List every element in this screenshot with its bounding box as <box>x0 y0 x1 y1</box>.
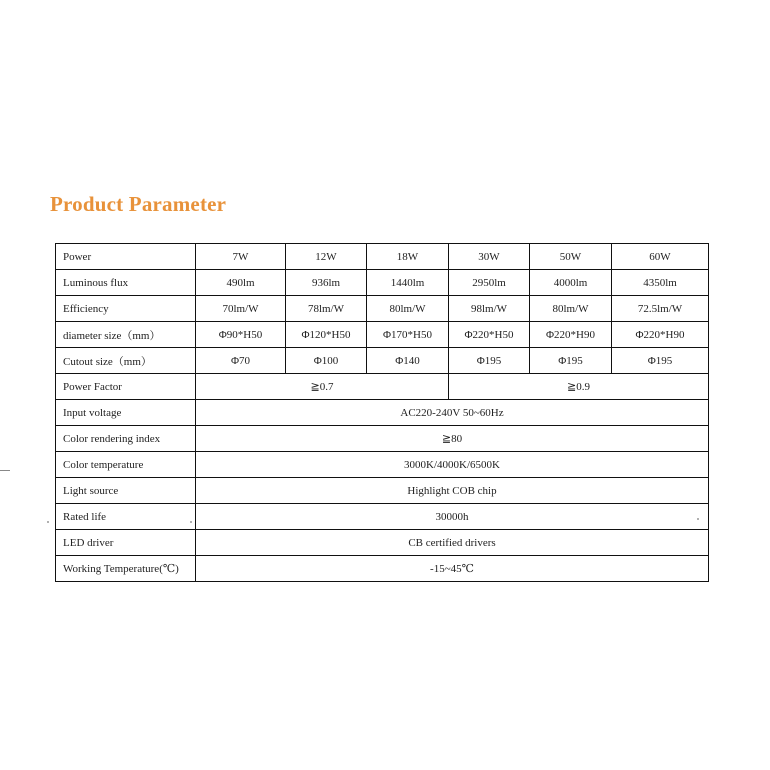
value-cell: Φ140 <box>367 348 449 374</box>
table-row <box>56 296 709 322</box>
value-cell: 78lm/W <box>286 296 367 322</box>
value-cell: 80lm/W <box>367 296 449 322</box>
row-label: Efficiency <box>56 296 196 322</box>
value-cell: 1440lm <box>367 270 449 296</box>
row-label: Color temperature <box>56 452 196 478</box>
merged-value-cell: ≧80 <box>196 426 709 452</box>
value-cell: Φ100 <box>286 348 367 374</box>
value-cell: 98lm/W <box>449 296 530 322</box>
value-cell: Φ220*H90 <box>530 322 612 348</box>
row-label: Power <box>56 244 196 270</box>
scan-dot <box>47 521 49 523</box>
power-cell: 50W <box>530 244 612 270</box>
value-cell: 4350lm <box>612 270 709 296</box>
merged-value-cell: 30000h <box>196 504 709 530</box>
power-cell: 60W <box>612 244 709 270</box>
edge-mark <box>0 470 10 471</box>
value-cell: Φ170*H50 <box>367 322 449 348</box>
merged-value-cell: CB certified drivers <box>196 530 709 556</box>
table-row-power <box>56 244 709 270</box>
value-cell: 2950lm <box>449 270 530 296</box>
table-row <box>56 452 709 478</box>
value-cell: Φ195 <box>530 348 612 374</box>
power-cell: 30W <box>449 244 530 270</box>
table-row <box>56 556 709 582</box>
row-label: Power Factor <box>56 374 196 400</box>
row-label: diameter size（mm） <box>56 322 196 348</box>
table-row <box>56 426 709 452</box>
power-cell: 12W <box>286 244 367 270</box>
merged-value-cell: 3000K/4000K/6500K <box>196 452 709 478</box>
table-row <box>56 530 709 556</box>
table-row <box>56 348 709 374</box>
value-cell: Φ90*H50 <box>196 322 286 348</box>
table-row <box>56 478 709 504</box>
value-cell: 4000lm <box>530 270 612 296</box>
value-cell: Φ120*H50 <box>286 322 367 348</box>
row-label: Color rendering index <box>56 426 196 452</box>
row-label: Luminous flux <box>56 270 196 296</box>
merged-value-cell: -15~45℃ <box>196 556 709 582</box>
power-cell: 7W <box>196 244 286 270</box>
row-label: Light source <box>56 478 196 504</box>
row-label: Rated life <box>56 504 196 530</box>
power-factor-high: ≧0.9 <box>449 374 709 400</box>
row-label: Input voltage <box>56 400 196 426</box>
value-cell: 72.5lm/W <box>612 296 709 322</box>
value-cell: Φ220*H50 <box>449 322 530 348</box>
power-cell: 18W <box>367 244 449 270</box>
value-cell: 936lm <box>286 270 367 296</box>
value-cell: 80lm/W <box>530 296 612 322</box>
value-cell: Φ70 <box>196 348 286 374</box>
merged-value-cell: Highlight COB chip <box>196 478 709 504</box>
value-cell: Φ195 <box>449 348 530 374</box>
table-row <box>56 322 709 348</box>
table-row <box>56 400 709 426</box>
table-body <box>56 244 709 582</box>
product-parameter-table <box>55 243 709 582</box>
table-row <box>56 504 709 530</box>
merged-value-cell: AC220-240V 50~60Hz <box>196 400 709 426</box>
row-label: Working Temperature(℃) <box>56 556 196 582</box>
row-label: LED driver <box>56 530 196 556</box>
value-cell: Φ195 <box>612 348 709 374</box>
row-label: Cutout size（mm） <box>56 348 196 374</box>
value-cell: 70lm/W <box>196 296 286 322</box>
power-factor-low: ≧0.7 <box>196 374 449 400</box>
page-title: Product Parameter <box>50 192 227 216</box>
table-row-power-factor <box>56 374 709 400</box>
value-cell: Φ220*H90 <box>612 322 709 348</box>
value-cell: 490lm <box>196 270 286 296</box>
table-row <box>56 270 709 296</box>
